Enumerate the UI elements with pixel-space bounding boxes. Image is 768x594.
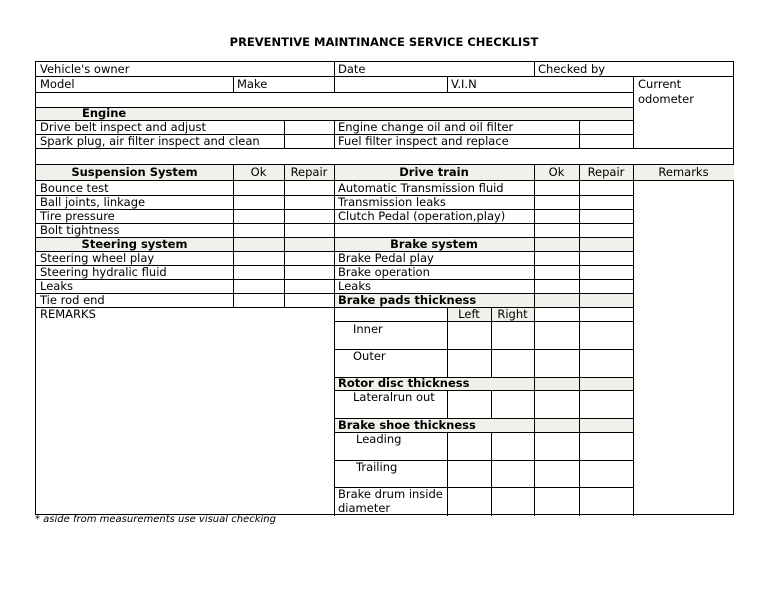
- page-title: PREVENTIVE MAINTINANCE SERVICE CHECKLIST: [229, 35, 539, 49]
- grid-line: [534, 62, 535, 77]
- engine-item: Fuel filter inspect and replace: [338, 134, 509, 148]
- grid-line: [36, 148, 734, 149]
- grid-line: [334, 120, 335, 149]
- brake-drum-label: Brake drum inside diameter: [338, 487, 443, 515]
- brake-item: Brake operation: [338, 265, 430, 279]
- grid-line: [579, 120, 580, 149]
- steering-item: Steering wheel play: [40, 251, 155, 265]
- steering-item: Leaks: [40, 279, 73, 293]
- engine-item: Engine change oil and oil filter: [338, 120, 514, 134]
- vehicle-owner-label: Vehicle's owner: [40, 62, 130, 76]
- steering-item: Steering hydralic fluid: [40, 265, 167, 279]
- ok-column-header: Ok: [250, 165, 267, 179]
- grid-line: [233, 164, 234, 308]
- outer-label: Outer: [353, 349, 386, 363]
- grid-line: [334, 62, 335, 93]
- drive-train-item: Clutch Pedal (operation,play): [338, 209, 506, 223]
- engine-item: Spark plug, air filter inspect and clean: [40, 134, 260, 148]
- suspension-item: Ball joints, linkage: [40, 195, 146, 209]
- right-column-header: Right: [497, 307, 528, 321]
- grid-line: [491, 390, 492, 418]
- suspension-heading: Suspension System: [71, 165, 198, 179]
- vin-label: V.I.N: [451, 77, 477, 91]
- brake-heading: Brake system: [390, 237, 478, 251]
- engine-item: Drive belt inspect and adjust: [40, 120, 207, 134]
- model-label: Model: [40, 77, 75, 91]
- rotor-heading: Rotor disc thickness: [338, 376, 470, 390]
- grid-line: [36, 76, 734, 77]
- trailing-label: Trailing: [356, 460, 398, 474]
- suspension-item: Tire pressure: [40, 209, 115, 223]
- date-label: Date: [338, 62, 366, 76]
- drive-train-item: Transmission leaks: [338, 195, 446, 209]
- engine-heading: Engine: [82, 106, 127, 120]
- grid-line: [284, 120, 285, 149]
- grid-line: [491, 432, 492, 516]
- odometer-label: Current odometer: [638, 77, 694, 106]
- remarks-column-header: Remarks: [658, 165, 709, 179]
- ok-column-header: Ok: [548, 165, 565, 179]
- grid-line: [284, 164, 285, 308]
- steering-heading: Steering system: [81, 237, 188, 251]
- leading-label: Leading: [356, 432, 402, 446]
- lateral-runout-label: Lateralrun out: [353, 390, 435, 404]
- drive-train-heading: Drive train: [399, 165, 469, 179]
- make-label: Make: [237, 77, 268, 91]
- drive-train-item: Automatic Transmission fluid: [338, 181, 504, 195]
- inner-label: Inner: [353, 322, 383, 336]
- grid-line: [633, 164, 634, 516]
- suspension-item: Bounce test: [40, 181, 109, 195]
- repair-column-header: Repair: [290, 165, 328, 179]
- brake-item: Leaks: [338, 279, 371, 293]
- grid-line: [447, 76, 448, 93]
- steering-item: Tie rod end: [40, 293, 105, 307]
- brake-shoe-heading: Brake shoe thickness: [338, 418, 476, 432]
- grid-line: [447, 390, 448, 418]
- grid-line: [633, 76, 634, 149]
- suspension-item: Bolt tightness: [40, 223, 120, 237]
- remarks-label: REMARKS: [40, 307, 96, 321]
- brake-pads-heading: Brake pads thickness: [338, 293, 477, 307]
- grid-line: [334, 164, 335, 516]
- grid-line: [534, 164, 535, 516]
- grid-line: [579, 164, 580, 516]
- grid-line: [447, 432, 448, 516]
- grid-line: [233, 76, 234, 93]
- footnote: * aside from measurements use visual checking: [35, 514, 276, 525]
- repair-column-header: Repair: [587, 165, 625, 179]
- left-column-header: Left: [458, 307, 480, 321]
- checklist-table: [35, 61, 734, 515]
- checked-by-label: Checked by: [538, 62, 606, 76]
- brake-item: Brake Pedal play: [338, 251, 434, 265]
